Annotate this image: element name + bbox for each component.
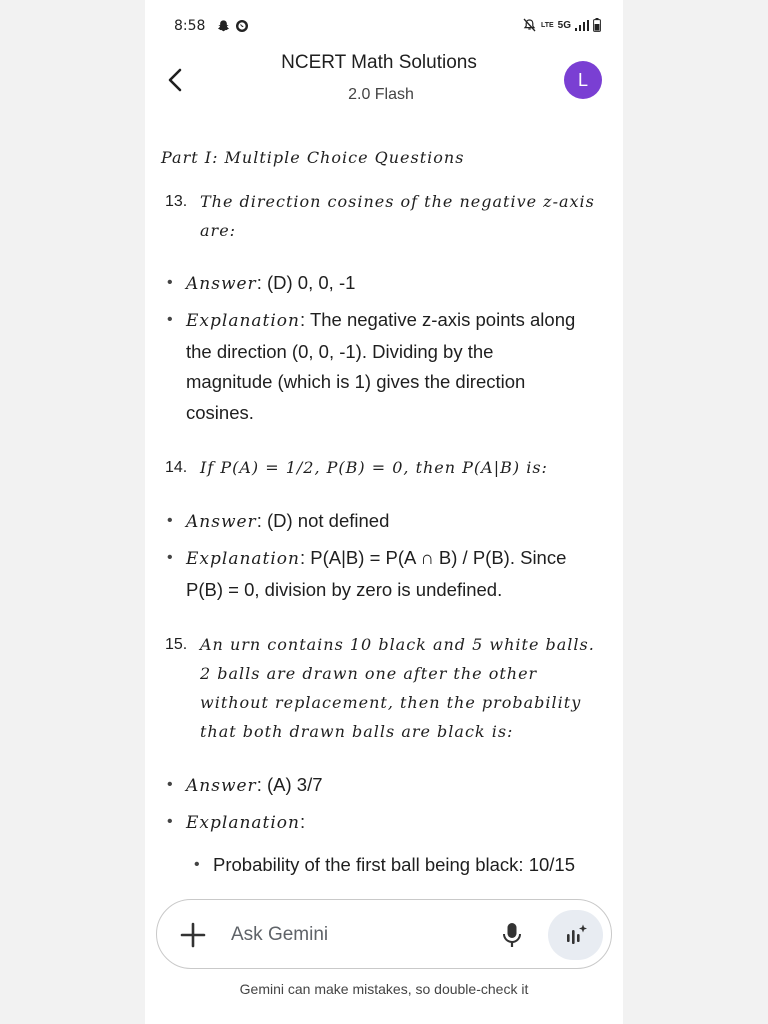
explanation-line: the direction (0, 0, -1). Dividing by the — [186, 340, 494, 362]
part-heading: Part I: Multiple Choice Questions — [161, 148, 465, 167]
status-right-icons — [522, 18, 601, 32]
gemini-live-button[interactable] — [548, 910, 603, 960]
question-line: 2 balls are drawn one after the other — [200, 664, 538, 683]
list-item-explanation-14: • Explanation: P(A|B) = P(A ∩ B) / P(B). Since P(B) = 0, division by zero is undefined. — [165, 543, 615, 605]
list-item-explanation-13: • Explanation: The negative z-axis points along the direction (0, 0, -1). Dividing by the magnitude (which is 1) gives the direction cosines. — [165, 305, 615, 428]
explanation-line: P(A|B) = P(A ∩ B) / P(B). Since — [310, 547, 567, 568]
status-time: 8:58 — [174, 18, 206, 34]
battery-icon — [593, 18, 601, 32]
response-content — [145, 120, 623, 895]
mute-icon — [522, 18, 537, 32]
answer-value: (D) 0, 0, -1 — [266, 272, 356, 293]
list-item-explanation-15: • Explanation: — [167, 811, 306, 833]
signal-icon — [575, 20, 589, 31]
chat-header — [145, 40, 623, 120]
subpoint-text: Probability of the first ball being black: 10/15 — [213, 854, 575, 875]
answer-label: Answer — [186, 512, 257, 532]
list-item-answer-14: • Answer: (D) not defined — [167, 510, 390, 532]
question-15 — [165, 630, 615, 746]
explanation-label: Explanation — [186, 813, 300, 833]
gemini-live-icon — [564, 923, 588, 947]
question-number: 13. — [165, 193, 188, 210]
explanation-line: P(B) = 0, division by zero is undefined. — [186, 578, 503, 600]
network-label: 5G — [557, 19, 571, 31]
question-number: 14. — [165, 459, 188, 476]
status-bar — [145, 14, 623, 40]
list-item-answer-15: • Answer: (A) 3/7 — [167, 774, 323, 796]
explanation-label: Explanation — [186, 311, 300, 331]
question-line: that both drawn balls are black is: — [200, 722, 514, 741]
microphone-icon[interactable] — [500, 921, 524, 949]
disclaimer-text: Gemini can make mistakes, so double-check it — [239, 981, 529, 997]
question-number: 15. — [165, 636, 188, 653]
phone-screen — [145, 0, 623, 1024]
whatsapp-icon — [235, 19, 249, 33]
avatar[interactable]: L — [564, 61, 602, 99]
question-line: If P(A) = 1/2, P(B) = 0, then P(A|B) is: — [200, 458, 548, 477]
list-item-subpoint: • Probability of the first ball being black: 10/15 — [192, 850, 622, 881]
explanation-label: Explanation — [186, 549, 300, 569]
question-13 — [165, 187, 615, 245]
ask-gemini-input[interactable] — [231, 922, 491, 948]
answer-value: (A) 3/7 — [266, 774, 323, 795]
answer-label: Answer — [186, 274, 257, 294]
model-label[interactable]: 2.0 Flash — [348, 86, 414, 103]
question-line: without replacement, then the probability — [200, 693, 582, 712]
lte-indicator: LTE — [540, 21, 554, 29]
question-14 — [165, 453, 615, 482]
chat-title: NCERT Math Solutions — [281, 52, 477, 73]
list-item-answer-13: • Answer: (D) 0, 0, -1 — [167, 272, 356, 294]
prompt-bar — [156, 899, 612, 969]
answer-value: (D) not defined — [266, 510, 390, 531]
question-line: are: — [200, 221, 237, 240]
question-line: An urn contains 10 black and 5 white balls. — [200, 635, 595, 654]
question-line: The direction cosines of the negative z-axis — [200, 192, 595, 211]
plus-icon[interactable] — [179, 921, 207, 949]
explanation-line: magnitude (which is 1) gives the direction — [186, 371, 526, 392]
answer-label: Answer — [186, 776, 257, 796]
explanation-line: The negative z-axis points along — [309, 309, 576, 330]
explanation-line: cosines. — [186, 401, 254, 423]
snapchat-icon — [217, 19, 230, 33]
